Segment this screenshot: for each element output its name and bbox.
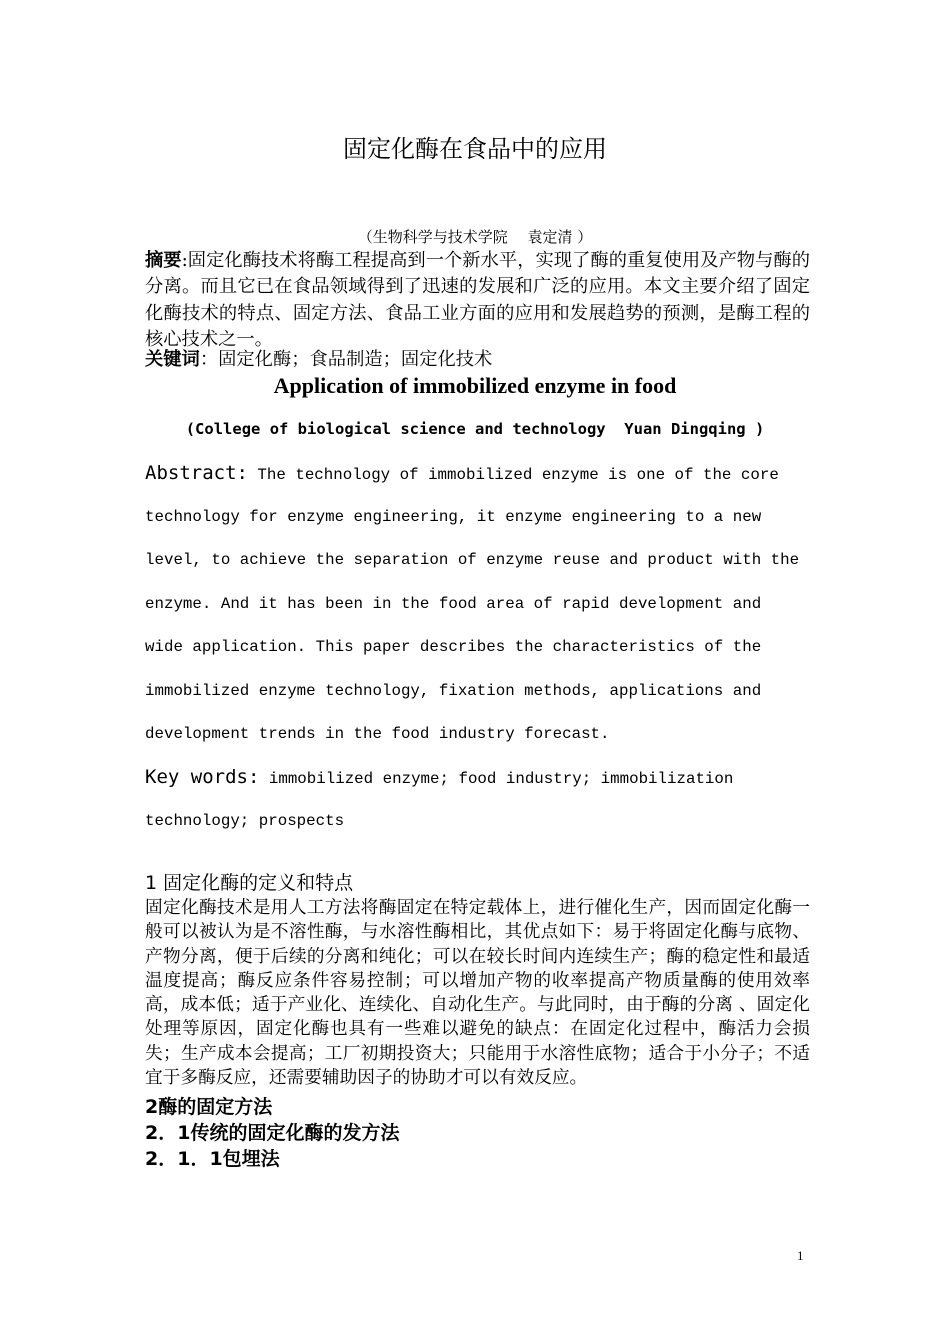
keywords-cn: [145, 347, 810, 373]
page-number: 1: [797, 1248, 804, 1263]
abstract-en-label: Abstract:: [145, 462, 248, 484]
abstract-en-line: development trends in the food industry forecast.: [145, 725, 610, 743]
keywords-en-label: Key words:: [145, 766, 260, 788]
section-2-1-1-heading: 2．1．1包埋法: [145, 1148, 280, 1170]
abstract-cn: [145, 248, 810, 354]
section-1-body: 固定化酶技术是用人工方法将酶固定在特定载体上，进行催化生产，因而固定化酶一般可以被认为是不溶性酶，与水溶性酶相比，其优点如下：易于将固定化酶与底物、产物分离，便于后续的分离和纯化；可以在较长时间内连续生产；酶的稳定性和最适温度提高；酶反应条件容易控制；可以增加产物的收率提高产物质量酶的使用效率高，成本低；适于产业化、连续化、自动化生产。与此同时，由于酶的分离 、固定化处理等原因，固定化酶也具有一些难以避免的缺点：在固定化过程中，酶活力会损失；生产成本会提高；工厂初期投资大；只能用于水溶性底物；适合于小分子；不适宜于多酶反应，还需要辅助因子的协助才可以有效反应。: [145, 898, 810, 1089]
keywords-cn-label: 关键词: [145, 349, 200, 370]
keywords-en-line-text: immobilized enzyme; food industry; immobilization: [259, 770, 734, 788]
abstract-en: [145, 452, 815, 757]
abstract-en-line: immobilized enzyme technology, fixation methods, applications and: [145, 681, 762, 700]
keywords-cn-text: ：固定化酶；食品制造；固定化技术: [199, 349, 493, 370]
abstract-en-line: wide application. This paper describes the characteristics of the: [145, 638, 762, 656]
abstract-en-line: technology for enzyme engineering, it enzyme engineering to a new: [145, 507, 762, 526]
abstract-en-line: level, to achieve the separation of enzyme reuse and product with the: [145, 551, 800, 569]
author-affiliation-en: (College of biological science and technology Yuan Dingqing ): [185, 420, 765, 438]
section-1-heading: 1 固定化酶的定义和特点: [145, 872, 354, 894]
section-2-heading: 2酶的固定方法: [145, 1096, 273, 1118]
keywords-en: [145, 756, 815, 843]
abstract-en-line-text: The technology of immobilized enzyme is one of the core: [247, 466, 779, 484]
section-2-1-heading: 2．1传统的固定化酶的发方法: [145, 1122, 400, 1144]
keywords-en-line: technology; prospects: [145, 811, 345, 830]
abstract-cn-label: 摘要: [145, 250, 182, 271]
keywords-en-line: [145, 756, 815, 800]
abstract-cn-text: :固定化酶技术将酶工程提高到一个新水平，实现了酶的重复使用及产物与酶的分离。而且它已在食品领域得到了迅速的发展和广泛的应用。本文主要介绍了固定化酶技术的特点、固定方法、食品工业方面的应用和发展趋势的预测，是酶工程的核心技术之一。: [145, 250, 810, 351]
abstract-en-line: [145, 452, 815, 496]
author-affiliation-cn: （生物科学与技术学院 袁定清 ）: [357, 228, 593, 246]
document-title-en: Application of immobilized enzyme in food: [273, 373, 677, 398]
document-title-cn: 固定化酶在食品中的应用: [343, 135, 607, 163]
abstract-en-line: enzyme. And it has been in the food area of rapid development and: [145, 594, 762, 613]
